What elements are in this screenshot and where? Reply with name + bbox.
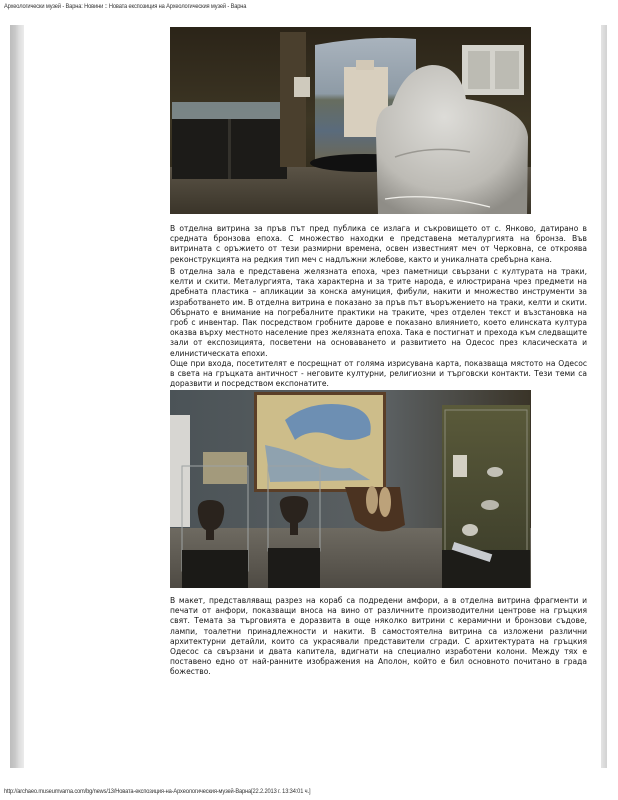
article-paragraph-text: Още при входа, посетителят е посрещнат от голяма изрисувана карта, показваща мястото на Одесос в света на гръцката античност - неговите културни, религиозни и търговски контакти. Тези теми са доразвити и посредством експонатите. [170, 358, 587, 389]
page-footer-url: http://archaeo.museumvarna.com/bg/news/13/Новата-експозиция-на-Археологическия-музей-Варна[22.2.2013 г. 13:34:01 ч.] [4, 788, 311, 795]
page-left-border [10, 25, 24, 768]
page-right-border [601, 25, 607, 768]
photo-map-hall-exhibit [170, 390, 531, 588]
article-paragraph [170, 267, 587, 389]
article-paragraph-text: В отделна зала е представена желязната епоха, чрез паметници свързани с културата на траки, келти и скити. Металургията, така характерна и за трите народа, е илюстрирана чрез предмети на дребната пластика – апликации за конска амуниция, фибули, накити и множество инструменти за изработването им. В отделна витрина е показано за пръв път въоръжението на траки, келти и скити. Обърнато е внимание на погребалните практики на траките, чрез отделен текст и възстановка на гроб с инвентар. Пак посредством гробните дарове е показано влиянието, което елинската култура оказва върху местното население през желязната епоха. Така е постигнат и прехода към следващите зали от експозицията, посветени на основаването и развитието на Одесос през класическата и елинистическата епохи. [170, 267, 587, 358]
article-paragraph: В макет, представляващ разрез на кораб са подредени амфори, а в отделна витрина фрагменти и печати от анфори, показващи вноса на вино от различните производителни центрове на гръцкия свят. Темата за търговията е доразвита в още няколко витрини с керамични и бронзови съдове, лампи, тоалетни принадлежности и накити. В самостоятелна витрина са изложени различни архитектурни детайли, които са украсявали представители сгради. С архитектурата на гръцкия Одесос са свързани и двата капитела, вдигнати на специално изработени колони. Между тях е поставено едно от най-ранните изображения на Аполон, който е бил основното почитано в града божество. [170, 596, 587, 677]
photo-stone-stele-exhibit [170, 27, 531, 214]
article-paragraph: В отделна витрина за пръв път пред публика се излага и съкровището от с. Янково, датирано в средната бронзова епоха. С множество находки е представена металургията на бронза. Във витрината с оръжието от тези размирни времена, освен известният меч от Черковна, се откроява реконструкцията на редкия тип меч с надлъжни жлебове, както и уникалната сребърна кана. [170, 224, 587, 264]
page-header-title: Археологически музей - Варна: Новини :: Новата експозиция на Археологическия музей - Варна [4, 3, 247, 10]
